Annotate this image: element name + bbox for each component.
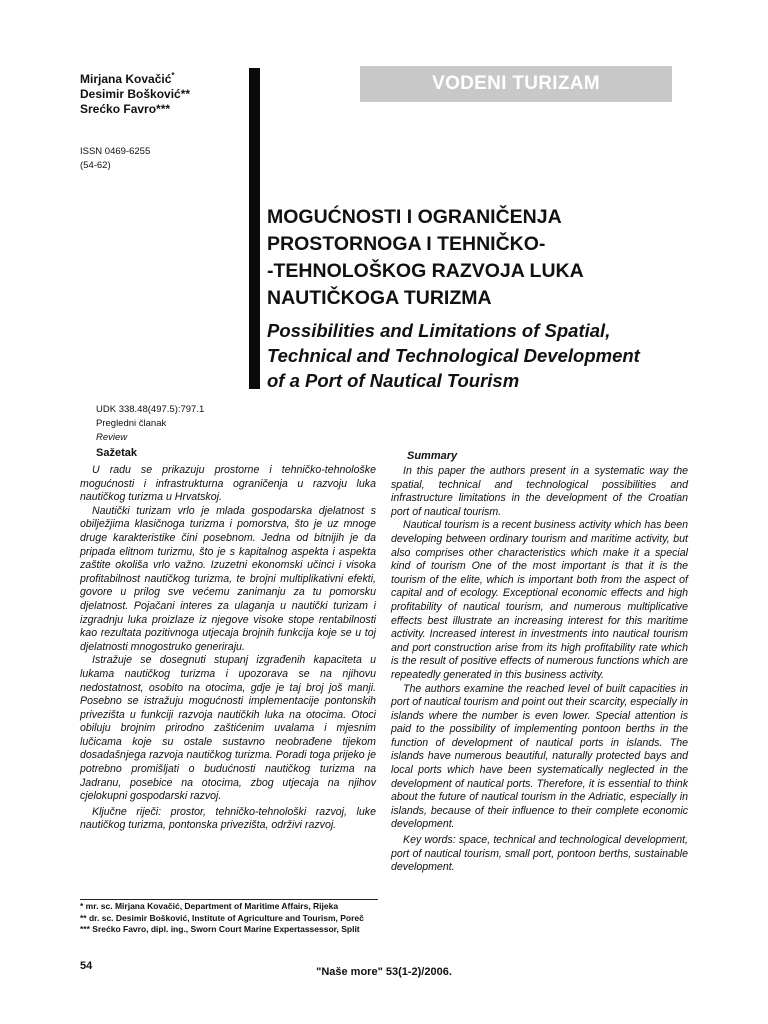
- abstract-hr-paragraph: Istražuje se dosegnuti stupanj izgrađenih kapaciteta u lukama nautičkog turizma i upozorava se na njihovu nedostatnost, osobito na otocima, gdje je taj broj još manji. Posebno se istražuju mogućnosti implementacije pontonskih privezišta u funkciji razvoja nautičkih luka na otocima. Otoci obiluju brojnim prirodno zaštićenim uvalama i mjesnim lučicama koje su ostale sustavno neobrađene tijekom dosadašnjega razvoja nautičkog turizma. Poradi toga prijeko je potrebno promišljati o budućnosti nautičkog turizma na Jadranu, posebice na otocima, zbog utjecaja na njihov cjelokupni gospodarski razvoj.: [80, 654, 376, 803]
- author-1: Mirjana Kovačić*: [80, 71, 175, 86]
- footnote: * mr. sc. Mirjana Kovačić, Department of Maritime Affairs, Rijeka: [80, 901, 339, 911]
- abstract-hr-heading: Sažetak: [96, 447, 137, 459]
- article-type-hr: Pregledni članak: [96, 418, 167, 429]
- title-en-line: Technical and Technological Development: [267, 345, 640, 366]
- abstract-hr-paragraph: U radu se prikazuju prostorne i tehničko-tehnološke mogućnosti i infrastrukturna ograničenja u razvoju luka nautičkog turizma u Hrvatskoj.: [80, 464, 376, 504]
- title-hr-line: -TEHNOLOŠKOG RAZVOJA LUKA: [267, 260, 584, 282]
- keywords-hr: Ključne riječi: prostor, tehničko-tehnološki razvoj, luke nautičkog turizma, pontonska privezišta, održivi razvoj.: [80, 805, 376, 832]
- author-2: Desimir Bošković**: [80, 87, 191, 101]
- udk-code: UDK 338.48(497.5):797.1: [96, 404, 205, 415]
- footnote: *** Srećko Favro, dipl. ing., Sworn Court Marine Expertassessor, Split: [80, 924, 360, 934]
- title-hr-line: PROSTORNOGA I TEHNIČKO-: [267, 233, 546, 255]
- abstract-en-paragraph: The authors examine the reached level of built capacities in port of nautical tourism and point out their scarcity, especially in islands where the number is even lower. Special attention is paid to the possibility of implementing pontoon berths in the function of development of nautical ports in islands. The islands have numerous beautiful, naturally protected bays and local ports which have been systematically neglected in the development of nautical ports. Therefore, it is essential to think about the future of nautical tourism in the Adriatic, especially in islands, because of their influence to their complete economic development.: [391, 682, 688, 831]
- author-3: Srećko Favro***: [80, 102, 171, 116]
- issn-block: [80, 145, 150, 173]
- footnote: ** dr. sc. Desimir Bošković, Institute of Agriculture and Tourism, Poreč: [80, 912, 364, 923]
- keywords-en: Key words: space, technical and technological development, port of nautical tourism, small port, pontoon berths, sustainable development.: [391, 834, 688, 874]
- title-hr-line: NAUTIČKOGA TURIZMA: [267, 287, 492, 309]
- abstract-en: [391, 465, 688, 875]
- abstract-en-paragraph: Nautical tourism is a recent business activity which has been developing between ordinary tourism and maritime activity, but also comprises other characteristics which make it a special kind of tourism One of the most important is that it is the tourism of the elite, which is important both from the aspect of capital and of ecology. Exceptional economic effects and high profitability of nautical tourism, and numerous multiplicative effects best illustrate an increasing interest for this maritime activity. Increased interest in investments into nautical tourism and port construction arise from its high profitability rate which is the result of positive effects of numerous functions which are repeatedly generated in this business activity.: [391, 519, 688, 681]
- abstract-en-paragraph: In this paper the authors present in a systematic way the spatial, technical and technological possibilities and infrastructure limitations in the development of the Croatian port of nautical tourism.: [391, 465, 688, 518]
- title-hr-line: MOGUĆNOSTI I OGRANIČENJA: [267, 206, 562, 228]
- title-en-line: Possibilities and Limitations of Spatial,: [267, 320, 611, 341]
- title-en-line: of a Port of Nautical Tourism: [267, 370, 520, 391]
- journal-citation: "Naše more" 53(1-2)/2006.: [316, 966, 452, 978]
- footnotes: [80, 901, 378, 936]
- abstract-hr-paragraph: Nautički turizam vrlo je mlada gospodarska djelatnost s obilježjima klasičnoga turizma i pomorstva, što je uz mnoge druge karakteristike čini posebnom. Jedna od bitnijih je da pripada elitnom turizmu, što je s kapitalnog aspekta i aspekta zaštite okoliša vrlo važno. Izuzetni ekonomski učinci i visoka profitabilnost nautičkog turizma, te brojni multiplikativni efekti, govore u prilog sve većemu zanimanju za tu pomorsku djelatnost. Pojačani interes za ulaganja u nautički turizam i izgradnju luka proizlaze iz njegove visoke stope rentabilnosti kao rezultata pozitivnoga utjecaja brojnih funkcija koje se u toj djelatnosti mnogostruko generiraju.: [80, 504, 376, 653]
- section-banner: VODENI TURIZAM: [360, 66, 672, 102]
- abstract-en-heading: Summary: [407, 450, 458, 462]
- abstract-hr: [80, 464, 376, 833]
- page-range: (54-62): [80, 160, 111, 171]
- vertical-rule: [249, 68, 260, 389]
- article-meta: [96, 403, 204, 445]
- author-list: [80, 68, 190, 117]
- page-number: 54: [80, 960, 93, 972]
- title-english: [267, 318, 697, 393]
- issn: ISSN 0469-6255: [80, 146, 151, 157]
- footnote-rule: [80, 899, 378, 900]
- article-type-en: Review: [96, 432, 128, 443]
- title-croatian: [267, 204, 697, 312]
